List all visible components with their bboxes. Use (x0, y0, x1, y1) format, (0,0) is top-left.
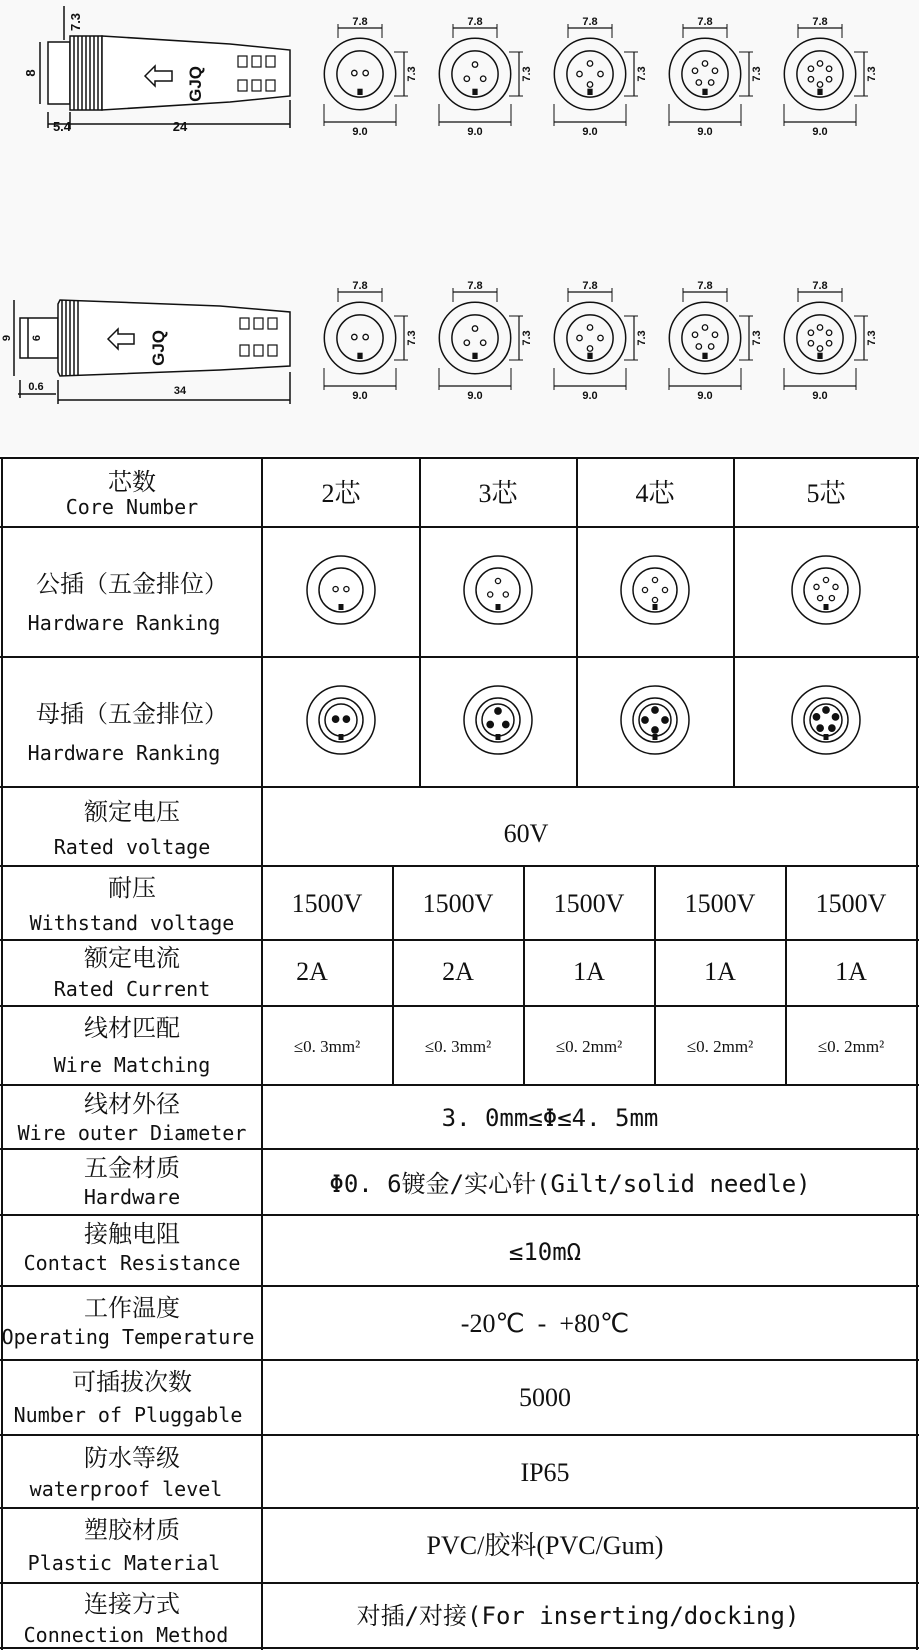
face-width-label: 7.8 (812, 16, 828, 28)
dimensioned-face-3-pin (439, 16, 533, 138)
pluggable-value: 5000 (519, 1383, 571, 1412)
hardware-value: Φ0. 6镀金/实心针(Gilt/solid needle) (329, 1170, 811, 1198)
rated-current-4: 1A (704, 957, 736, 986)
face-width-label: 7.8 (812, 280, 828, 292)
hardware-label-en: Hardware (83, 1185, 181, 1209)
face-height-label: 7.3 (751, 66, 763, 82)
core-number-3: 3芯 (478, 479, 518, 508)
wire-matching-label-cn: 线材匹配 (84, 1014, 180, 1042)
core-number-label-en: Core Number (65, 495, 199, 519)
face-width-label: 7.8 (582, 280, 598, 292)
face-diameter-label: 9.0 (812, 390, 828, 402)
contact-resistance-label-cn: 接触电阻 (84, 1220, 180, 1248)
core-number-label-cn: 芯数 (108, 468, 156, 496)
top-face-views (324, 16, 878, 138)
wire-matching-label-en: Wire Matching (53, 1053, 211, 1077)
withstand-voltage-1: 1500V (291, 889, 363, 918)
contact-resistance-label-en: Contact Resistance (23, 1251, 241, 1275)
face-height-label: 7.3 (866, 330, 878, 346)
hardware-label-cn: 五金材质 (84, 1154, 180, 1182)
face-height-label: 7.3 (406, 66, 418, 82)
withstand-voltage-2: 1500V (422, 889, 494, 918)
face-width-label: 7.8 (467, 280, 483, 292)
connector-face-5-pin (792, 686, 860, 754)
withstand-voltage-5: 1500V (815, 889, 887, 918)
face-width-label: 7.8 (697, 280, 713, 292)
core-number-4: 4芯 (635, 479, 675, 508)
face-diameter-label: 9.0 (582, 390, 598, 402)
female-label-en: Hardware Ranking (27, 741, 221, 765)
withstand-voltage-4: 1500V (684, 889, 756, 918)
withstand-voltage-label-en: Withstand voltage (29, 911, 235, 935)
top-dim-front: 5.4 (52, 119, 72, 134)
face-diameter-label: 9.0 (697, 390, 713, 402)
waterproof-value: IP65 (520, 1458, 570, 1487)
wire-diameter-label-en: Wire outer Diameter (17, 1121, 247, 1145)
face-diameter-label: 9.0 (352, 390, 368, 402)
connection-label-en: Connection Method (23, 1623, 229, 1647)
dimensioned-face-6-pin (784, 280, 878, 402)
spec-table (0, 455, 919, 1650)
male-label-en: Hardware Ranking (27, 611, 221, 635)
female-pin-layouts (307, 686, 860, 754)
top-brand-label: GJQ (186, 66, 205, 102)
plastic-label-en: Plastic Material (27, 1551, 221, 1575)
face-height-label: 7.3 (521, 330, 533, 346)
face-height-label: 7.3 (866, 66, 878, 82)
rated-current-2: 2A (442, 957, 474, 986)
face-height-label: 7.3 (751, 330, 763, 346)
female-label-cn: 母插（五金排位） (36, 700, 228, 728)
face-width-label: 7.8 (352, 280, 368, 292)
operating-temp-label-cn: 工作温度 (84, 1294, 180, 1322)
wire-matching-5: ≤0. 2mm² (817, 1037, 885, 1056)
male-pin-layouts (307, 556, 860, 624)
core-number-5: 5芯 (806, 479, 846, 508)
dimensioned-face-4-pin (554, 16, 648, 138)
face-width-label: 7.8 (352, 16, 368, 28)
connector-face-4-pin (621, 556, 689, 624)
dimensioned-face-6-pin (784, 16, 878, 138)
rated-voltage-label-cn: 额定电压 (84, 798, 180, 826)
bottom-face-views (324, 280, 878, 402)
face-diameter-label: 9.0 (352, 126, 368, 138)
operating-temp-value: -20℃ - +80℃ (460, 1309, 630, 1338)
face-diameter-label: 9.0 (812, 126, 828, 138)
rated-current-label-cn: 额定电流 (84, 944, 180, 972)
wire-matching-3: ≤0. 2mm² (555, 1037, 623, 1056)
dimensioned-face-5-pin (669, 280, 763, 402)
connection-label-cn: 连接方式 (84, 1590, 180, 1618)
connector-face-3-pin (464, 686, 532, 754)
dimensioned-face-5-pin (669, 16, 763, 138)
dimensioned-face-4-pin (554, 280, 648, 402)
withstand-voltage-label-cn: 耐压 (108, 874, 156, 902)
connection-value: 对插/对接(For inserting/docking) (356, 1602, 800, 1630)
bottom-dim-front: 0.6 (28, 381, 44, 393)
connector-face-5-pin (792, 556, 860, 624)
wire-matching-2: ≤0. 3mm² (424, 1037, 492, 1056)
rated-voltage-value: 60V (503, 819, 549, 848)
connector-face-3-pin (464, 556, 532, 624)
rated-voltage-label-en: Rated voltage (53, 835, 211, 859)
face-height-label: 7.3 (636, 330, 648, 346)
top-dim-cap: 7.3 (68, 12, 83, 32)
face-diameter-label: 9.0 (582, 126, 598, 138)
waterproof-label-cn: 防水等级 (84, 1444, 180, 1472)
dimensioned-face-2-pin (324, 16, 418, 138)
withstand-voltage-3: 1500V (553, 889, 625, 918)
wire-diameter-value: 3. 0mm≤Φ≤4. 5mm (441, 1104, 659, 1132)
rated-current-label-en: Rated Current (53, 977, 211, 1001)
face-width-label: 7.8 (467, 16, 483, 28)
technical-drawings (0, 0, 919, 455)
wire-matching-4: ≤0. 2mm² (686, 1037, 754, 1056)
plastic-value: PVC/胶料(PVC/Gum) (426, 1531, 664, 1560)
wire-diameter-label-cn: 线材外径 (84, 1090, 180, 1118)
contact-resistance-value: ≤10mΩ (508, 1238, 582, 1266)
pluggable-label-en: Number of Pluggable (13, 1403, 243, 1427)
dimensioned-face-3-pin (439, 280, 533, 402)
bottom-dim-outer: 9 (1, 334, 13, 342)
face-width-label: 7.8 (697, 16, 713, 28)
male-label-cn: 公插（五金排位） (36, 570, 228, 598)
rated-current-5: 1A (835, 957, 867, 986)
face-height-label: 7.3 (521, 66, 533, 82)
plastic-label-cn: 塑胶材质 (84, 1516, 180, 1544)
dimensioned-face-2-pin (324, 280, 418, 402)
bottom-brand-label: GJQ (149, 330, 168, 366)
rated-current-1: 2A (296, 957, 328, 986)
face-diameter-label: 9.0 (697, 126, 713, 138)
connector-face-4-pin (621, 686, 689, 754)
top-dim-length: 24 (172, 119, 188, 134)
pluggable-label-cn: 可插拔次数 (72, 1368, 192, 1396)
face-height-label: 7.3 (406, 330, 418, 346)
rated-current-3: 1A (573, 957, 605, 986)
wire-matching-1: ≤0. 3mm² (293, 1037, 361, 1056)
bottom-dim-inner: 6 (31, 334, 43, 342)
waterproof-label-en: waterproof level (29, 1477, 223, 1501)
face-height-label: 7.3 (636, 66, 648, 82)
connector-face-2-pin (307, 556, 375, 624)
core-number-2: 2芯 (321, 479, 361, 508)
operating-temp-label-en: Operating Temperature (1, 1325, 255, 1349)
face-diameter-label: 9.0 (467, 390, 483, 402)
face-diameter-label: 9.0 (467, 126, 483, 138)
face-width-label: 7.8 (582, 16, 598, 28)
connector-face-2-pin (307, 686, 375, 754)
top-dim-height: 8 (23, 69, 38, 77)
bottom-dim-length: 34 (173, 385, 187, 397)
